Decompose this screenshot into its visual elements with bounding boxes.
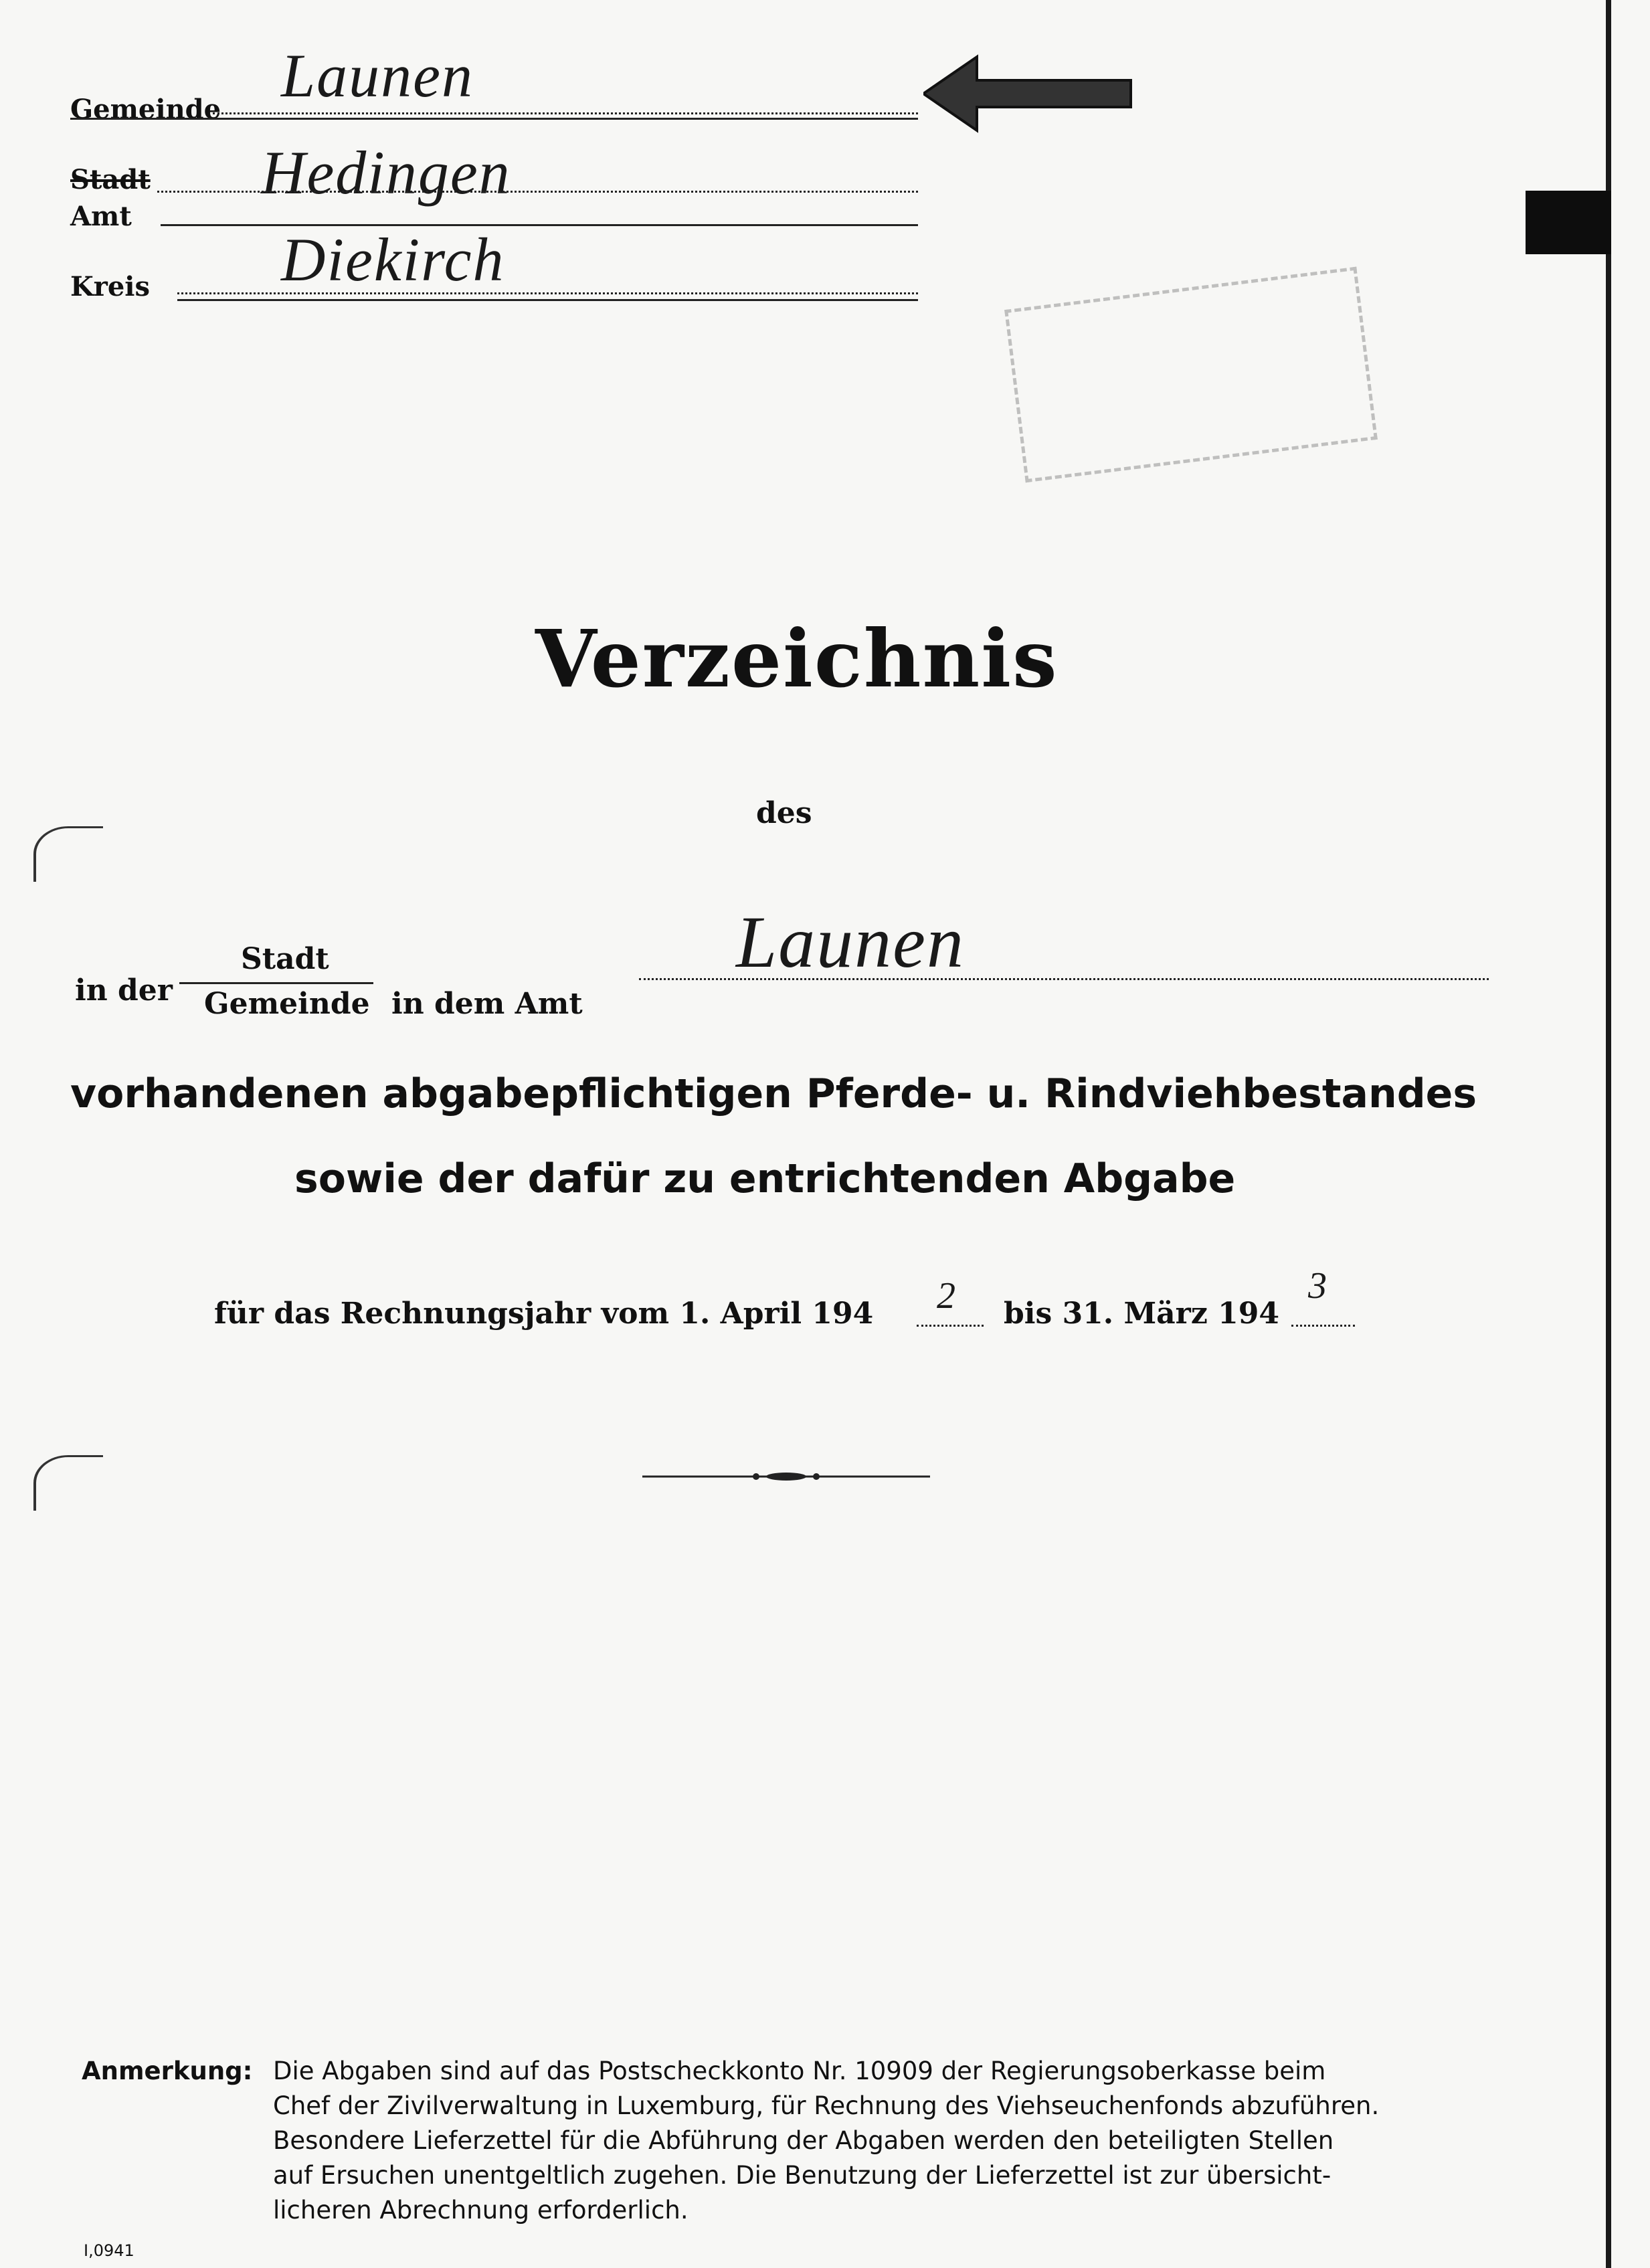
note-line-4: auf Ersuchen unentgeltlich zugehen. Die Benutzung der Lieferzettel ist zur übersicht-	[273, 2161, 1332, 2190]
note-line-3: Besondere Lieferzettel für die Abführung der Abgaben werden den beteiligten Stellen	[273, 2126, 1334, 2155]
stadt-line	[157, 191, 918, 193]
fraction-bar	[179, 982, 373, 984]
location-dotted-line	[639, 978, 1489, 980]
kreis-line	[177, 292, 918, 294]
rubber-stamp	[1004, 267, 1378, 483]
gemeinde-underline	[70, 118, 918, 120]
location-stadt: Stadt	[241, 942, 329, 976]
kreis-label: Kreis	[70, 271, 151, 302]
kreis-underline	[177, 299, 918, 301]
location-prefix: in der	[75, 973, 173, 1008]
location-suffix: in dem Amt	[391, 987, 583, 1021]
punch-hole-mark	[33, 826, 103, 882]
note-line-5: licheren Abrechnung erforderlich.	[273, 2196, 689, 2225]
des-text: des	[756, 796, 812, 830]
kreis-value: Diekirch	[281, 225, 505, 294]
location-gemeinde: Gemeinde	[204, 987, 370, 1021]
pointer-arrow-icon	[923, 50, 1137, 140]
binding-tab	[1526, 191, 1611, 254]
gemeinde-value: Launen	[281, 41, 474, 110]
subtitle-line-1: vorhandenen abgabepflichtigen Pferde- u. Rindviehbestandes	[70, 1070, 1477, 1117]
note-line-2: Chef der Zivilverwaltung in Luxemburg, für Rechnung des Viehseuchenfonds abzuführen.	[273, 2091, 1380, 2120]
period-year1: 2	[937, 1275, 957, 1317]
stadt-label: Stadt	[70, 164, 151, 195]
period-year1-line	[917, 1325, 984, 1327]
form-number: I,0941	[84, 2241, 134, 2260]
amt-underline	[161, 224, 918, 226]
gemeinde-line	[213, 112, 918, 114]
punch-hole-mark	[33, 1455, 103, 1511]
note-line-1: Die Abgaben sind auf das Postscheckkonto Nr. 10909 der Regierungsoberkasse beim	[273, 2057, 1326, 2085]
binding-edge	[1606, 0, 1611, 2268]
ornamental-divider	[642, 1469, 930, 1487]
subtitle-line-2: sowie der dafür zu entrichtenden Abgabe	[294, 1155, 1236, 1202]
location-value: Launen	[736, 901, 965, 983]
period-part1: für das Rechnungsjahr vom 1. April 194	[214, 1297, 874, 1331]
period-part2: bis 31. März 194	[1004, 1297, 1279, 1331]
amt-label: Amt	[70, 201, 132, 232]
page-title: Verzeichnis	[535, 612, 1059, 705]
period-year2: 3	[1308, 1265, 1328, 1307]
gemeinde-label: Gemeinde	[70, 94, 221, 125]
amt-value: Hedingen	[261, 138, 511, 207]
note-label: Anmerkung:	[82, 2057, 253, 2085]
period-year2-line	[1291, 1325, 1355, 1327]
